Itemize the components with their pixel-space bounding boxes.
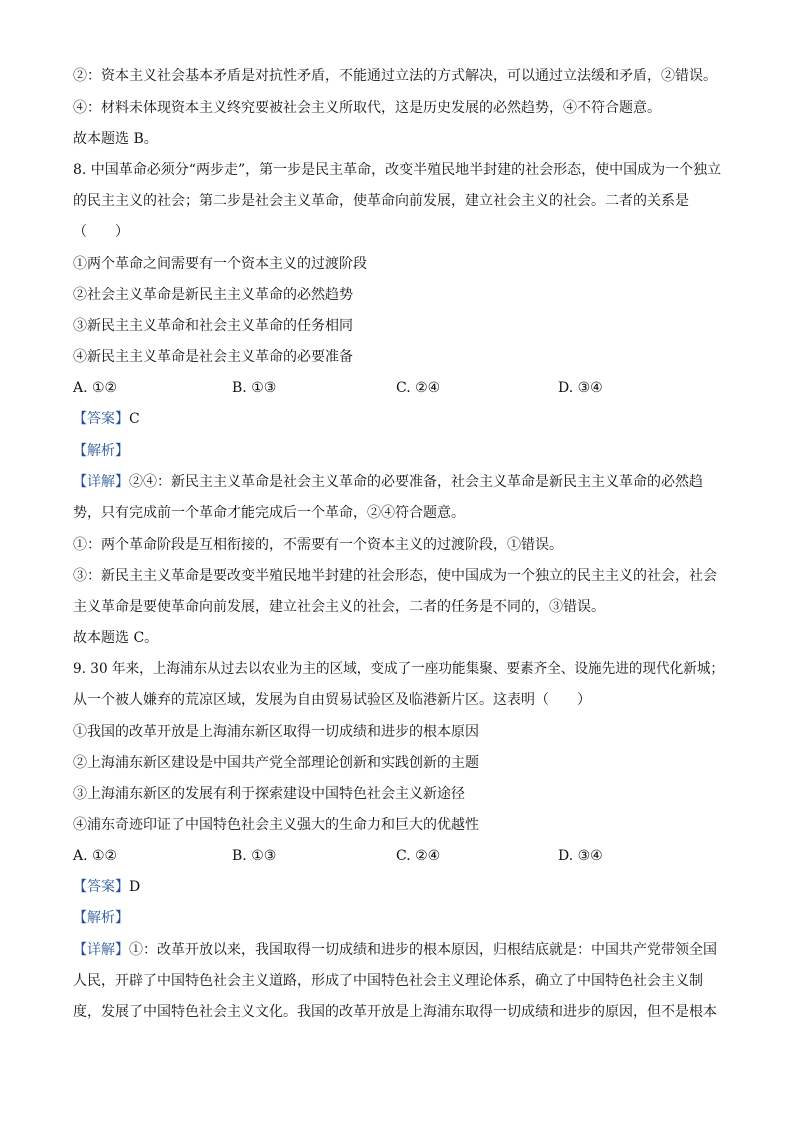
q9-detail-tag: 【详解】: [73, 942, 129, 958]
q9-option-c: C. ②④: [396, 848, 441, 864]
q8-detail-line-5: 主义革命是要使革命向前发展，建立社会主义的社会，二者的任务是不同的，③错误。: [73, 599, 605, 615]
q8-detail-line-4: ③：新民主主义革命是要改变半殖民地半封建的社会形态，使中国成为一个独立的民主主义的社会，社会: [73, 568, 717, 584]
q9-item-3: ③上海浦东新区的发展有利于探索建设中国特色社会主义新途径: [73, 786, 465, 802]
q9-option-d: D. ③④: [558, 848, 603, 864]
prev-conclusion: 故本题选 B。: [73, 131, 158, 147]
q8-option-a: A. ①②: [73, 380, 118, 396]
q9-stem-line-1: 9. 30 年来，上海浦东从过去以农业为主的区域，变成了一座功能集聚、要素齐全、设施先进的现代化新城；: [73, 661, 725, 677]
q9-option-b: B. ①③: [232, 848, 277, 864]
q9-answer-tag: 【答案】: [73, 879, 129, 895]
q8-item-4: ④新民主主义革命是社会主义革命的必要准备: [73, 349, 353, 365]
q8-option-c: C. ②④: [396, 380, 441, 396]
q8-detail-line-1: 【详解】②④：新民主主义革命是社会主义革命的必要准备，社会主义革命是新民主主义革命的必然趋: [73, 474, 703, 490]
q8-item-2: ②社会主义革命是新民主主义革命的必然趋势: [73, 287, 353, 303]
q8-detail-line-2: 势，只有完成前一个革命才能完成后一个革命，②④符合题意。: [73, 505, 465, 521]
q9-detail-line-3: 度，发展了中国特色社会主义文化。我国的改革开放是上海浦东取得一切成绩和进步的原因，但不是根本: [73, 1004, 717, 1020]
q9-detail-line-2: 人民，开辟了中国特色社会主义道路，形成了中国特色社会主义理论体系，确立了中国特色社会主义制: [73, 973, 703, 989]
q8-answer-value: C: [129, 411, 140, 427]
q9-answer-value: D: [129, 879, 141, 895]
q8-stem-line-1: 8. 中国革命必须分“两步走”，第一步是民主革命，改变半殖民地半封建的社会形态，使中国成为一个独立: [73, 162, 722, 178]
q8-option-b: B. ①③: [232, 380, 277, 396]
q9-option-a: A. ①②: [73, 848, 118, 864]
q8-option-d: D. ③④: [558, 380, 603, 396]
q8-stem-line-2: 的民主主义的社会；第二步是社会主义革命，使革命向前发展，建立社会主义的社会。二者的关系是: [73, 193, 689, 209]
q8-answer: [73, 409, 140, 429]
q9-analysis-tag: 【解析】: [73, 910, 129, 926]
q9-detail-line-1: 【详解】①：改革开放以来，我国取得一切成绩和进步的根本原因，归根结底就是：中国共产党带领全国: [73, 942, 717, 958]
q9-stem-line-2: 从一个被人嫌弃的荒凉区域，发展为自由贸易试验区及临港新片区。这表明（ ）: [73, 692, 591, 708]
prev-analysis-line-2: ④：材料未体现资本主义终究要被社会主义所取代，这是历史发展的必然趋势，④不符合题意。: [73, 100, 661, 116]
q9-item-1: ①我国的改革开放是上海浦东新区取得一切成绩和进步的根本原因: [73, 724, 479, 740]
q9-answer: [73, 877, 140, 897]
q8-analysis-tag: 【解析】: [73, 443, 129, 459]
q8-stem-line-3: （ ）: [73, 224, 129, 240]
q8-answer-tag: 【答案】: [73, 411, 129, 427]
q9-item-2: ②上海浦东新区建设是中国共产党全部理论创新和实践创新的主题: [73, 755, 479, 771]
q8-detail-line-3: ①：两个革命阶段是互相衔接的，不需要有一个资本主义的过渡阶段，①错误。: [73, 537, 563, 553]
q8-item-1: ①两个革命之间需要有一个资本主义的过渡阶段: [73, 256, 367, 272]
prev-analysis-line-1: ②：资本主义社会基本矛盾是对抗性矛盾，不能通过立法的方式解决，可以通过立法缓和矛盾，②错误。: [73, 68, 717, 84]
q8-detail-tag: 【详解】: [73, 474, 129, 490]
q8-conclusion: 故本题选 C。: [73, 630, 159, 646]
q9-item-4: ④浦东奇迹印证了中国特色社会主义强大的生命力和巨大的优越性: [73, 817, 479, 833]
q8-item-3: ③新民主主义革命和社会主义革命的任务相同: [73, 318, 353, 334]
